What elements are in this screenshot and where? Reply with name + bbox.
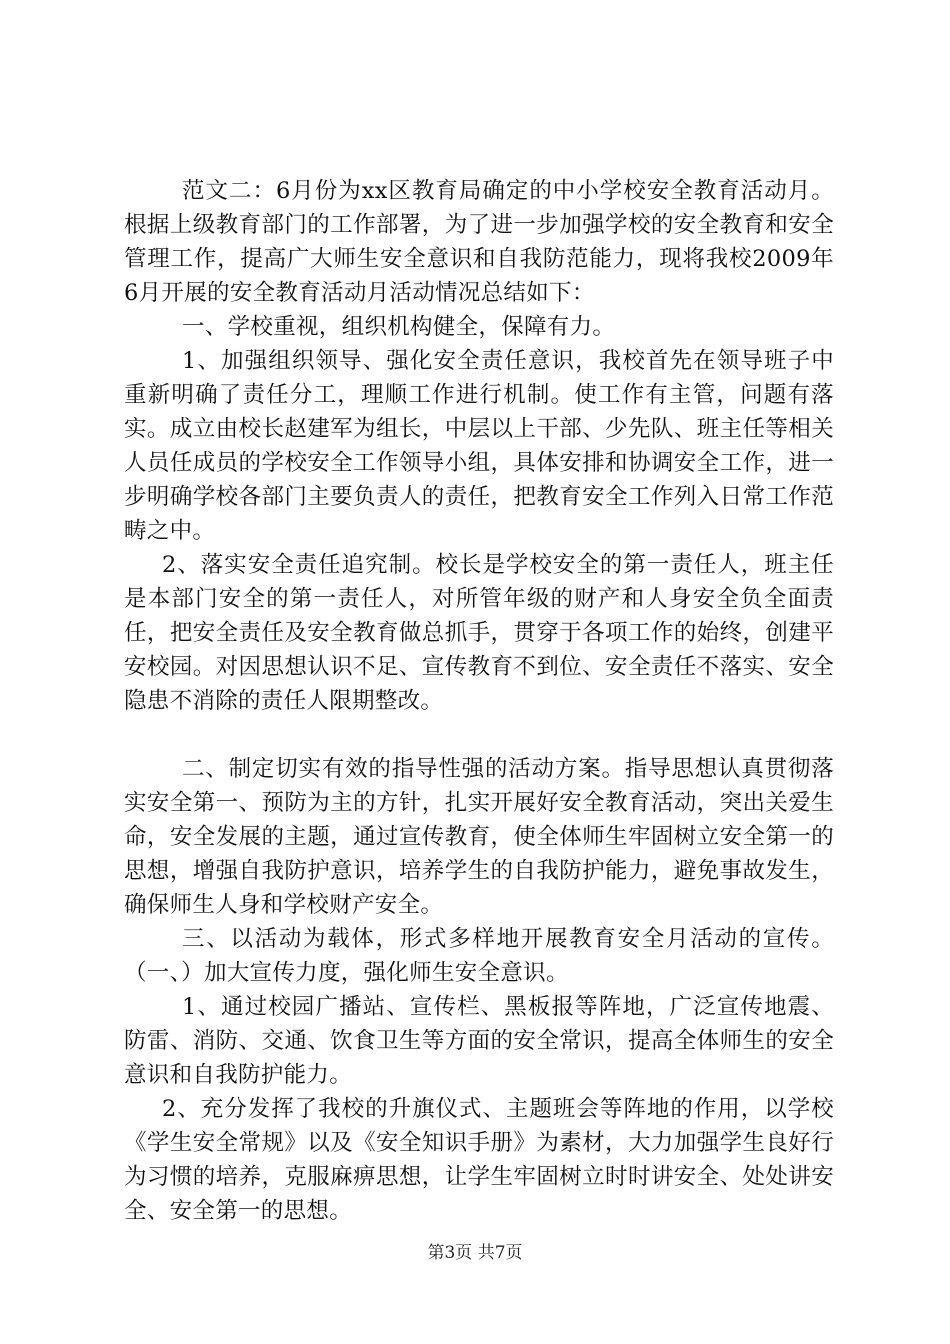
paragraph-section-3-heading: 三、以活动为载体，形式多样地开展教育安全月活动的宣传。（一、）加大宣传力度，强化师生安全意识。: [124, 926, 834, 986]
paragraph-item-1-1: 1、加强组织领导、强化安全责任意识，我校首先在领导班子中重新明确了责任分工，理顺工作进行机制。使工作有主管，问题有落实。成立由校长赵建军为组长，中层以上干部、少先队、班主任等相关人员任成员的学校安全工作领导小组，具体安排和协调安全工作，进一步明确学校各部门主要负责人的责任，把教育安全工作列入日常工作范畴之中。: [124, 348, 834, 544]
document-body: [124, 174, 834, 1228]
paragraph-intro: 范文二：6月份为xx区教育局确定的中小学校安全教育活动月。根据上级教育部门的工作部署，为了进一步加强学校的安全教育和安全管理工作，提高广大师生安全意识和自我防范能力，现将我校2009年6月开展的安全教育活动月活动情况总结如下：: [124, 178, 834, 306]
paragraph-item-1-2: 2、落实安全责任追究制。校长是学校安全的第一责任人，班主任是本部门安全的第一责任人，对所管年级的财产和人身安全负全面责任，把安全责任及安全教育做总抓手，贯穿于各项工作的始终，创建平安校园。对因思想认识不足、宣传教育不到位、安全责任不落实、安全隐患不消除的责任人限期整改。: [124, 552, 834, 714]
paragraph-item-3-1: 1、通过校园广播站、宣传栏、黑板报等阵地，广泛宣传地震、防雷、消防、交通、饮食卫生等方面的安全常识，提高全体师生的安全意识和自我防护能力。: [124, 994, 834, 1088]
paragraph-section-1-heading: 一、学校重视，组织机构健全，保障有力。: [182, 314, 616, 340]
paragraph-item-3-2: 2、充分发挥了我校的升旗仪式、主题班会等阵地的作用，以学校《学生安全常规》以及《安全知识手册》为素材，大力加强学生良好行为习惯的培养，克服麻痹思想，让学生牢固树立时时讲安全、处处讲安全、安全第一的思想。: [124, 1096, 834, 1224]
paragraph-section-2: 二、制定切实有效的指导性强的活动方案。指导思想认真贯彻落实安全第一、预防为主的方针，扎实开展好安全教育活动，突出关爱生命，安全发展的主题，通过宣传教育，使全体师生牢固树立安全第一的思想，增强自我防护意识，培养学生的自我防护能力，避免事故发生，确保师生人身和学校财产安全。: [124, 756, 834, 918]
page-number-footer: 第3页 共7页: [427, 1243, 523, 1263]
paragraph-spacer: [124, 718, 834, 752]
